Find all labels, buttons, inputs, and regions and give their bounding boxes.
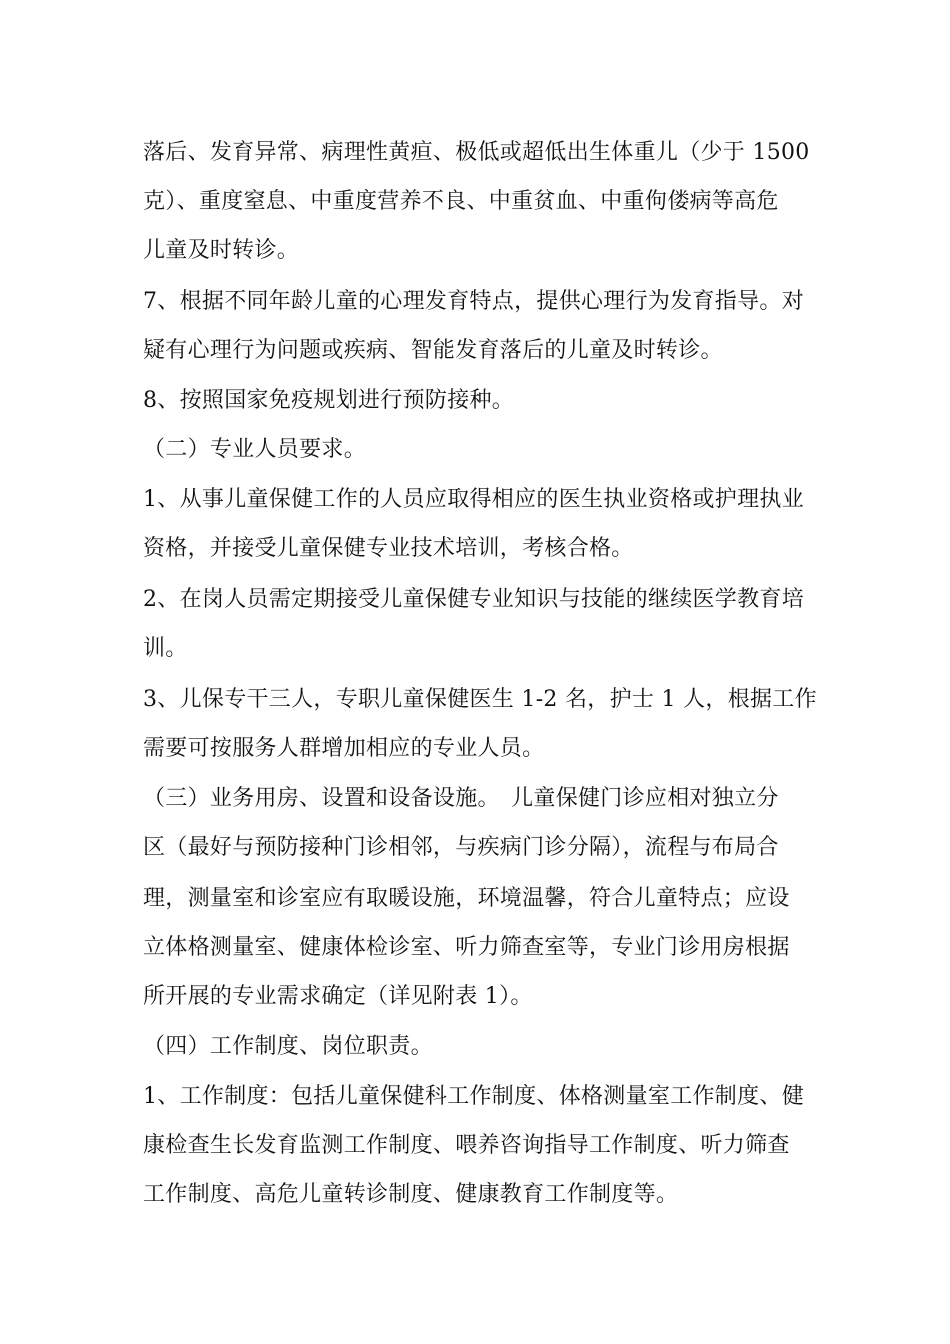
text-line: 理，测量室和诊室应有取暖设施，环境温馨，符合儿童特点；应设 [143,886,790,911]
text-line: 1、从事儿童保健工作的人员应取得相应的医生执业资格或护理执业 [143,487,804,512]
text-line: 立体格测量室、健康体检诊室、听力筛查室等，专业门诊用房根据 [143,935,790,960]
text-line: 7、根据不同年龄儿童的心理发育特点，提供心理行为发育指导。对 [143,289,804,314]
text-line: 2、在岗人员需定期接受儿童保健专业知识与技能的继续医学教育培 [143,587,804,612]
text-line: 3、儿保专干三人，专职儿童保健医生 1-2 名，护士 1 人，根据工作 [143,687,817,712]
section-heading: （四）工作制度、岗位职责。 [143,1034,433,1059]
text-line: 训。 [143,636,188,661]
text-line: 1、工作制度：包括儿童保健科工作制度、体格测量室工作制度、健 [143,1084,804,1109]
text-line: 区（最好与预防接种门诊相邻，与疾病门诊分隔），流程与布局合 [143,835,779,860]
text-line: 疑有心理行为问题或疾病、智能发育落后的儿童及时转诊。 [143,338,723,363]
text-line: 所开展的专业需求确定（详见附表 1）。 [143,984,533,1009]
text-line: 8、按照国家免疫规划进行预防接种。 [143,388,515,413]
text-line: 工作制度、高危儿童转诊制度、健康教育工作制度等。 [143,1182,679,1207]
section-heading: （三）业务用房、设置和设备设施。 儿童保健门诊应相对独立分 [143,786,779,811]
text-line: 克）、重度窒息、中重度营养不良、中重贫血、中重佝偻病等高危 [143,189,779,214]
text-line: 资格，并接受儿童保健专业技术培训，考核合格。 [143,536,634,561]
text-line: 落后、发育异常、病理性黄疸、极低或超低出生体重儿（少于 1500 [143,140,810,165]
text-line: 需要可按服务人群增加相应的专业人员。 [143,736,545,761]
section-heading: （二）专业人员要求。 [143,437,367,462]
text-line: 儿童及时转诊。 [143,238,300,263]
text-line: 康检查生长发育监测工作制度、喂养咨询指导工作制度、听力筛查 [143,1133,790,1158]
